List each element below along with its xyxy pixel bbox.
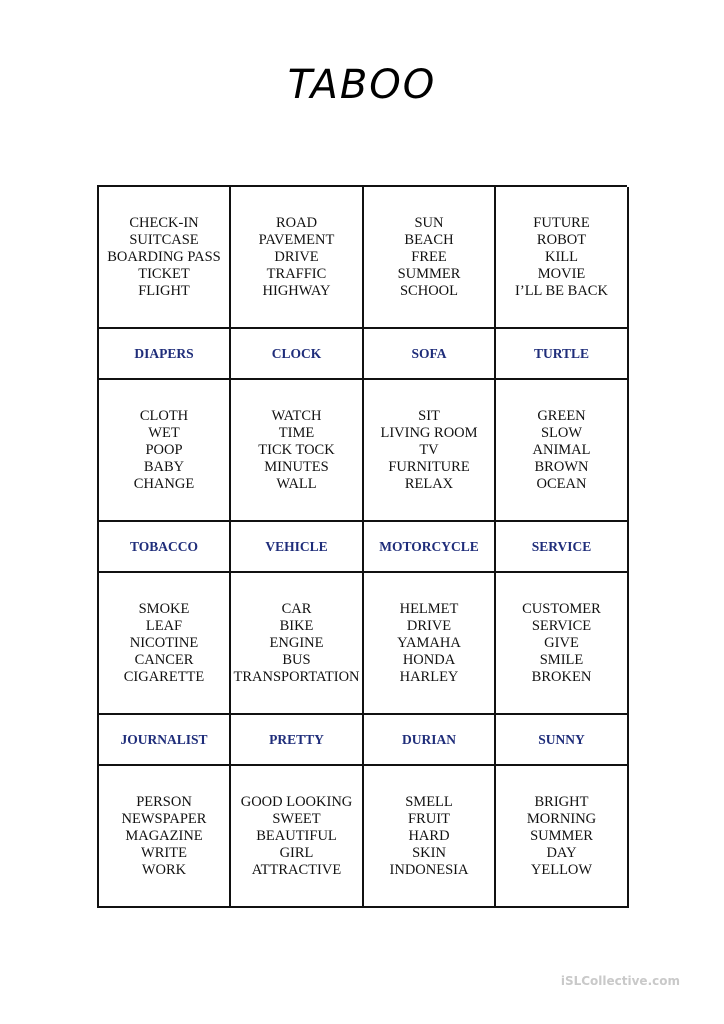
taboo-word-list: [515, 215, 608, 300]
taboo-target-word-cell: [99, 329, 231, 380]
taboo-word-list: [259, 215, 335, 300]
taboo-word-list-cell: [231, 187, 364, 329]
taboo-word-list-cell: [231, 380, 364, 522]
taboo-target-word-cell: [364, 329, 496, 380]
taboo-word: FLIGHT: [138, 282, 190, 299]
taboo-word: WORK: [141, 861, 187, 878]
taboo-word: OCEAN: [536, 475, 587, 492]
taboo-word: NEWSPAPER: [121, 810, 207, 827]
taboo-word-list: [397, 601, 461, 686]
taboo-word: YELLOW: [530, 861, 593, 878]
taboo-word: ROAD: [275, 214, 318, 231]
taboo-target-word-cell: [231, 715, 364, 766]
taboo-word: YAMAHA: [397, 634, 461, 651]
taboo-word: BEACH: [404, 231, 454, 248]
taboo-word: TICKET: [138, 265, 190, 282]
taboo-word: FRUIT: [408, 810, 450, 827]
taboo-word: TRANSPORTATION: [233, 668, 360, 685]
taboo-word: TRAFFIC: [266, 265, 327, 282]
taboo-word: GREEN: [537, 407, 586, 424]
taboo-word-list-cell: [496, 187, 629, 329]
taboo-word: FREE: [411, 248, 447, 265]
taboo-word: RELAX: [404, 475, 454, 492]
taboo-word-list-cell: [496, 380, 629, 522]
page-title: TABOO: [287, 62, 437, 108]
taboo-word-list: [398, 215, 461, 300]
taboo-word: CHANGE: [133, 475, 195, 492]
watermark: iSLCollective.com: [560, 974, 680, 988]
taboo-word: WET: [148, 424, 180, 441]
taboo-word: BUS: [282, 651, 311, 668]
taboo-target-word-cell: [364, 522, 496, 573]
taboo-word: DRIVE: [406, 617, 452, 634]
taboo-card-grid: [97, 185, 627, 908]
taboo-target-word: DURIAN: [402, 731, 456, 747]
taboo-word: SUMMER: [530, 827, 593, 844]
taboo-target-word-cell: [364, 715, 496, 766]
taboo-target-word: TURTLE: [533, 345, 590, 361]
taboo-word: SUMMER: [397, 265, 461, 282]
taboo-target-word: SERVICE: [531, 538, 592, 554]
taboo-word-list: [380, 408, 477, 493]
taboo-word: TICK TOCK: [258, 441, 335, 458]
taboo-word: ANIMAL: [532, 441, 591, 458]
taboo-word: SCHOOL: [399, 282, 458, 299]
taboo-word: HIGHWAY: [262, 282, 331, 299]
taboo-word: HARD: [408, 827, 450, 844]
taboo-word-list-cell: [99, 766, 231, 908]
taboo-word: SKIN: [412, 844, 446, 861]
taboo-word: BIKE: [279, 617, 314, 634]
taboo-word-list: [107, 215, 221, 300]
taboo-word: CAR: [281, 600, 312, 617]
taboo-word: CUSTOMER: [522, 600, 601, 617]
taboo-word-list: [527, 794, 596, 879]
taboo-word: GOOD LOOKING: [240, 793, 353, 810]
taboo-word-list-cell: [496, 573, 629, 715]
taboo-target-word: PRETTY: [269, 731, 324, 747]
taboo-word: HONDA: [402, 651, 456, 668]
taboo-word-list: [258, 408, 334, 493]
taboo-word: SUITCASE: [129, 231, 199, 248]
taboo-word-list-cell: [364, 380, 496, 522]
taboo-target-word-cell: [496, 522, 629, 573]
taboo-word: CIGARETTE: [123, 668, 205, 685]
taboo-word: WALL: [276, 475, 317, 492]
taboo-word: SIT: [418, 407, 440, 424]
taboo-word-list-cell: [99, 187, 231, 329]
taboo-target-word: CLOCK: [271, 345, 322, 361]
taboo-word-list-cell: [99, 380, 231, 522]
taboo-word: PERSON: [136, 793, 192, 810]
taboo-word: BABY: [143, 458, 185, 475]
taboo-target-word-cell: [496, 329, 629, 380]
taboo-word: PAVEMENT: [258, 231, 335, 248]
taboo-word: SMELL: [405, 793, 453, 810]
taboo-word-list: [122, 794, 207, 879]
taboo-word-list-cell: [231, 573, 364, 715]
taboo-word: ENGINE: [269, 634, 324, 651]
taboo-word: LIVING ROOM: [380, 424, 478, 441]
taboo-word: TIME: [278, 424, 315, 441]
taboo-word: BOARDING PASS: [107, 248, 221, 265]
taboo-word: BEAUTIFUL: [256, 827, 337, 844]
taboo-word-list: [241, 794, 353, 879]
taboo-word: FURNITURE: [388, 458, 470, 475]
taboo-word: TV: [419, 441, 439, 458]
taboo-word-list-cell: [496, 766, 629, 908]
taboo-word: MINUTES: [264, 458, 329, 475]
taboo-word-list: [124, 601, 205, 686]
taboo-word: SMOKE: [138, 600, 190, 617]
taboo-word-list: [134, 408, 194, 493]
taboo-word: BROKEN: [531, 668, 592, 685]
taboo-word: CLOTH: [139, 407, 189, 424]
taboo-word: MORNING: [526, 810, 597, 827]
taboo-word-list-cell: [231, 766, 364, 908]
taboo-target-word: TOBACCO: [129, 538, 198, 554]
taboo-word: SLOW: [540, 424, 583, 441]
taboo-target-word-cell: [99, 522, 231, 573]
taboo-word: WRITE: [141, 844, 187, 861]
taboo-target-word: VEHICLE: [265, 538, 328, 554]
taboo-word: DRIVE: [274, 248, 319, 265]
taboo-word-list: [533, 408, 591, 493]
taboo-target-word-cell: [99, 715, 231, 766]
taboo-target-word-cell: [231, 522, 364, 573]
taboo-word-list-cell: [364, 573, 496, 715]
taboo-target-word: SOFA: [411, 345, 447, 361]
taboo-word: SWEET: [272, 810, 321, 827]
taboo-target-word: SUNNY: [538, 731, 585, 747]
taboo-target-word-cell: [231, 329, 364, 380]
taboo-word: LEAF: [145, 617, 183, 634]
taboo-word: SERVICE: [531, 617, 592, 634]
taboo-word: KILL: [544, 248, 578, 265]
taboo-target-word: DIAPERS: [134, 345, 194, 361]
taboo-word: I’LL BE BACK: [515, 282, 608, 299]
taboo-word: INDONESIA: [389, 861, 469, 878]
taboo-word: NICOTINE: [129, 634, 199, 651]
taboo-word-list: [233, 601, 359, 686]
taboo-word: SUN: [414, 214, 444, 231]
taboo-word: GIVE: [544, 634, 579, 651]
taboo-word: BROWN: [534, 458, 589, 475]
taboo-word-list-cell: [99, 573, 231, 715]
taboo-word-list-cell: [364, 187, 496, 329]
taboo-word: GIRL: [279, 844, 314, 861]
taboo-word: MAGAZINE: [125, 827, 203, 844]
taboo-word: CANCER: [134, 651, 194, 668]
taboo-word-list: [522, 601, 601, 686]
taboo-target-word: JOURNALIST: [120, 731, 208, 747]
taboo-word-list: [390, 794, 469, 879]
taboo-word: CHECK-IN: [129, 214, 199, 231]
taboo-word-list-cell: [364, 766, 496, 908]
taboo-word: ATTRACTIVE: [251, 861, 342, 878]
taboo-target-word-cell: [496, 715, 629, 766]
taboo-target-word: MOTORCYCLE: [379, 538, 479, 554]
taboo-word: HELMET: [399, 600, 459, 617]
taboo-word: MOVIE: [537, 265, 586, 282]
taboo-word: ROBOT: [536, 231, 587, 248]
taboo-word: HARLEY: [399, 668, 459, 685]
taboo-word: DAY: [546, 844, 577, 861]
taboo-word: WATCH: [271, 407, 322, 424]
taboo-word: FUTURE: [533, 214, 590, 231]
taboo-word: BRIGHT: [534, 793, 589, 810]
taboo-word: SMILE: [539, 651, 584, 668]
taboo-word: POOP: [145, 441, 183, 458]
